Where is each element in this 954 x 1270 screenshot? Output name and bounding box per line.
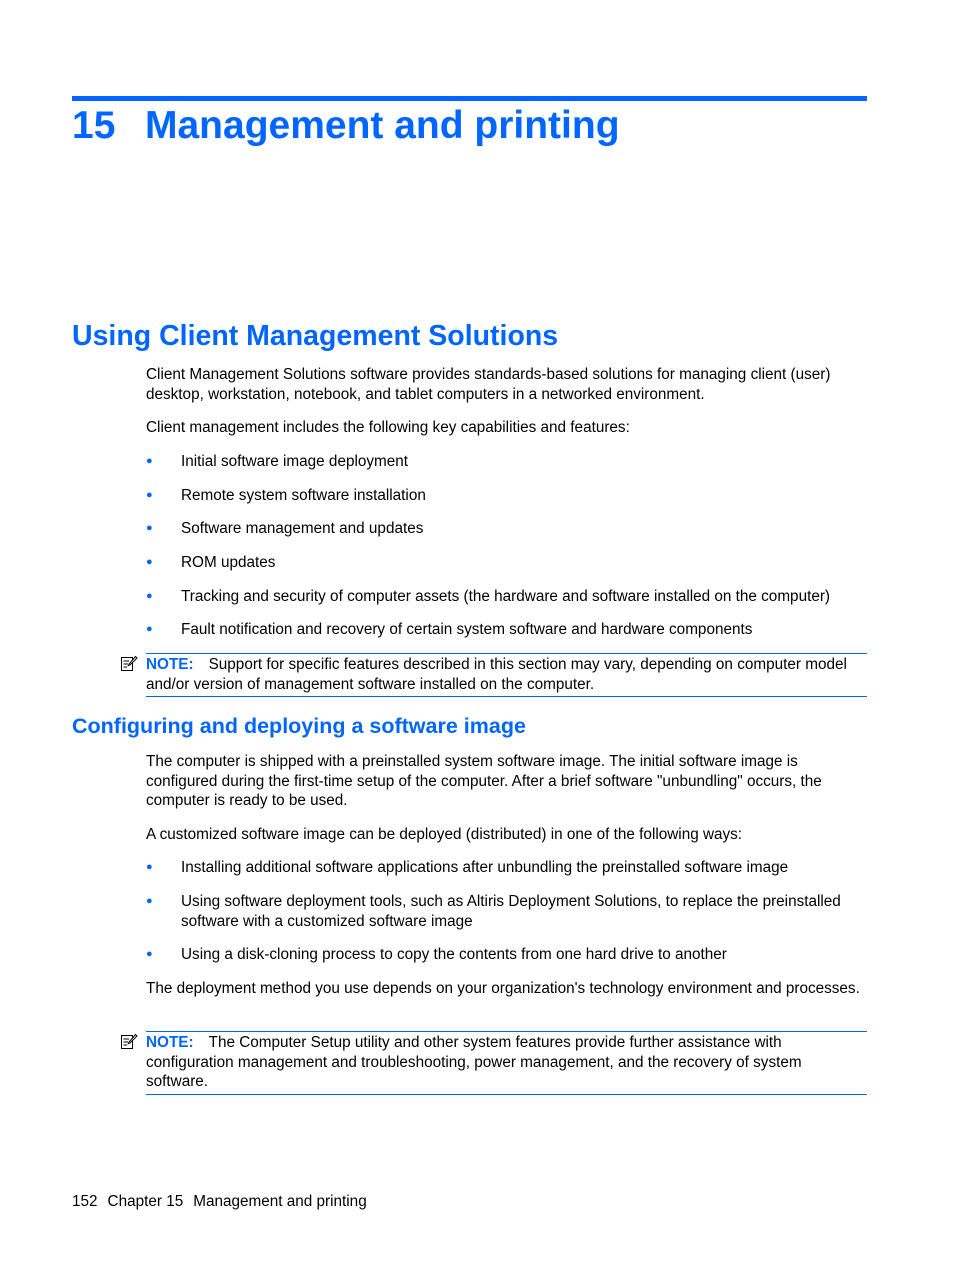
note-label: NOTE: <box>146 656 194 673</box>
note-box <box>146 1031 867 1095</box>
list-item-text: Tracking and security of computer assets (the hardware and software installed on the computer) <box>181 588 831 605</box>
list-item-text: Using a disk-cloning process to copy the contents from one hard drive to another <box>181 946 727 963</box>
note-pencil-icon <box>120 1033 138 1051</box>
note-text: Support for specific features described in this section may vary, depending on computer model and/or version of management software installed on the computer. <box>146 656 847 693</box>
list-item-text: Using software deployment tools, such as Altiris Deployment Solutions, to replace the preinstalled software with a customized software image <box>181 893 841 930</box>
note-pencil-icon <box>120 655 138 673</box>
bullet-dot-icon: ● <box>146 861 153 873</box>
bullet-dot-icon: ● <box>146 455 153 467</box>
chapter-number: 15 <box>72 104 116 147</box>
bullet-dot-icon: ● <box>146 590 153 602</box>
list-item-text: Installing additional software applications after unbundling the preinstalled software image <box>181 859 789 876</box>
list-item-text: Initial software image deployment <box>181 453 409 470</box>
note-box <box>146 653 867 697</box>
chapter-title <box>72 101 867 151</box>
list-item-text: Remote system software installation <box>181 487 426 504</box>
list-item-text: Software management and updates <box>181 520 424 537</box>
section-heading-client-management: Using Client Management Solutions <box>72 320 559 352</box>
section2-closing: The deployment method you use depends on your organization's technology environment and processes. <box>146 980 860 997</box>
footer-chapter: Chapter 15 <box>107 1193 184 1210</box>
bullet-dot-icon: ● <box>146 556 153 568</box>
list-item-text: ROM updates <box>181 554 276 571</box>
section1-intro: Client Management Solutions software provides standards-based solutions for managing client (user) desktop, workstation, notebook, and tablet computers in a networked environment. <box>146 366 831 403</box>
bullet-dot-icon: ● <box>146 489 153 501</box>
page-footer <box>72 1192 367 1212</box>
note-text: The Computer Setup utility and other system features provide further assistance with configuration management and troubleshooting, power management, and the recovery of system software. <box>146 1034 802 1090</box>
section2-lead: A customized software image can be deployed (distributed) in one of the following ways: <box>146 826 743 843</box>
bullet-dot-icon: ● <box>146 895 153 907</box>
section-heading-software-image: Configuring and deploying a software image <box>72 714 526 738</box>
bullet-dot-icon: ● <box>146 522 153 534</box>
footer-title: Management and printing <box>193 1193 367 1210</box>
section2-intro: The computer is shipped with a preinstalled system software image. The initial software image is configured during the first-time setup of the computer. After a brief software "unbundling" occurs, the computer is ready to be used. <box>146 753 822 809</box>
bullet-dot-icon: ● <box>146 948 153 960</box>
section1-lead: Client management includes the following key capabilities and features: <box>146 419 630 436</box>
list-item-text: Fault notification and recovery of certain system software and hardware components <box>181 621 753 638</box>
chapter-title-text: Management and printing <box>145 104 620 147</box>
note-label: NOTE: <box>146 1034 194 1051</box>
bullet-dot-icon: ● <box>146 623 153 635</box>
page-number: 152 <box>72 1193 98 1210</box>
